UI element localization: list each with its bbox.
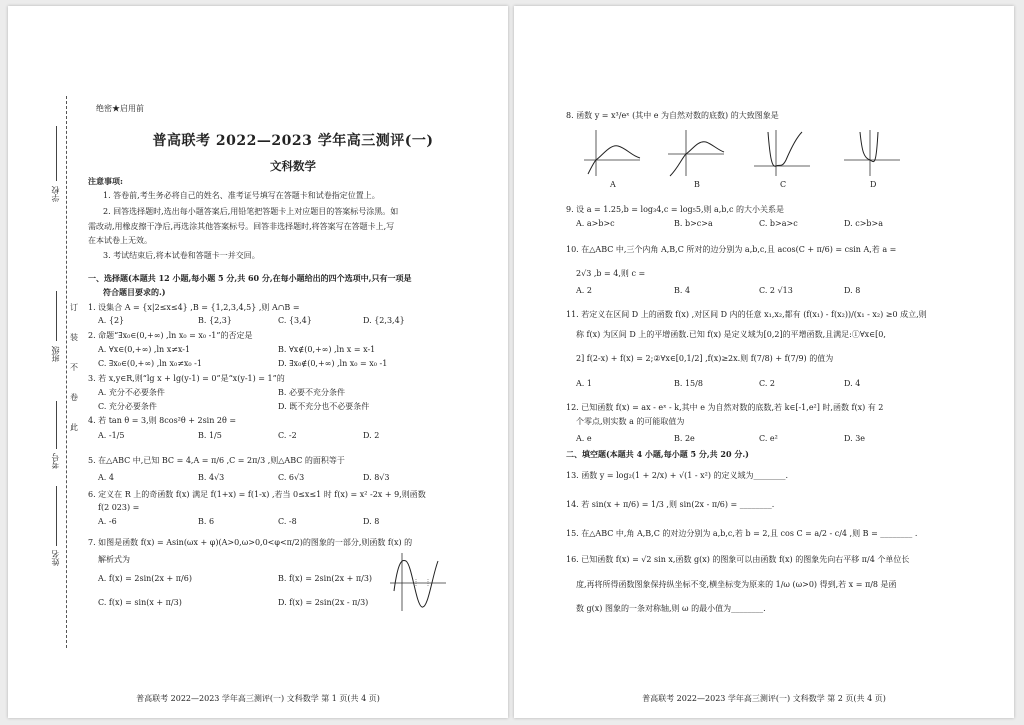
exam-page-2 bbox=[514, 6, 1014, 718]
question-8: 8. 函数 y = x³/eˣ (其中 e 为自然对数的底数) 的大致图象是 bbox=[566, 111, 779, 120]
q8-label-a: A bbox=[610, 180, 616, 189]
question-11-cont: 称 f(x) 为区间 D 上的平增函数.已知 f(x) 是定义域为[0,2]的平增函数,且满足:①∀x∈[0, bbox=[576, 330, 886, 339]
note-line: 在本试卷上无效。 bbox=[88, 236, 152, 245]
q9-option-c: C. b>a>c bbox=[759, 219, 798, 228]
q3-option-d: D. 既不充分也不必要条件 bbox=[278, 402, 370, 411]
notes-heading: 注意事项: bbox=[88, 176, 123, 186]
section-1-heading-cont: 符合题目要求的.) bbox=[103, 287, 166, 297]
q3-option-a: A. 充分不必要条件 bbox=[98, 388, 165, 397]
q1-option-a: A. {2} bbox=[98, 316, 125, 325]
q7-option-c: C. f(x) = sin(x + π/3) bbox=[98, 598, 182, 607]
q7-option-a: A. f(x) = 2sin(2x + π/6) bbox=[98, 574, 192, 583]
q8-label-b: B bbox=[694, 180, 700, 189]
question-12-cont: 个零点,则实数 a 的可能取值为 bbox=[576, 417, 685, 426]
section-2-heading: 二、填空题(本题共 4 小题,每小题 5 分,共 20 分.) bbox=[566, 449, 749, 459]
school-blank bbox=[56, 126, 57, 181]
question-16-cont: 度,再将所得函数图象保持纵坐标不变,横坐标变为原来的 1/ω (ω>0) 得到,若 x = π/8 是函 bbox=[576, 580, 897, 589]
q6-option-a: A. -6 bbox=[98, 517, 117, 526]
q3-option-b: B. 必要不充分条件 bbox=[278, 388, 345, 397]
q10-option-c: C. 2 √13 bbox=[759, 286, 793, 295]
q2-option-b: B. ∀x∉(0,+∞) ,ln x = x-1 bbox=[278, 345, 376, 354]
q7-sine-graph bbox=[388, 551, 448, 613]
question-13: 13. 函数 y = log₂(1 + 2/x) + √(1 - x²) 的定义域为________. bbox=[566, 471, 789, 480]
q10-option-a: A. 2 bbox=[576, 286, 592, 295]
note-line: 1. 答卷前,考生务必将自己的姓名、准考证号填写在答题卡和试卷指定位置上。 bbox=[103, 191, 380, 200]
q8-graph-c bbox=[752, 128, 812, 178]
q5-option-b: B. 4√3 bbox=[198, 473, 225, 482]
note-line: 需改动,用橡皮擦干净后,再选涂其他答案标号。回答非选择题时,将答案写在答题卡上,写 bbox=[88, 222, 395, 231]
q12-option-a: A. e bbox=[576, 434, 592, 443]
q8-graph-d bbox=[842, 128, 902, 178]
q5-option-d: D. 8√3 bbox=[363, 473, 390, 482]
q5-option-a: A. 4 bbox=[98, 473, 114, 482]
question-15: 15. 在△ABC 中,角 A,B,C 的对边分别为 a,b,c,若 b = 2,且 cos C = a/2 - c/4 ,则 B = ________ . bbox=[566, 529, 918, 538]
class-label: 班级 bbox=[51, 346, 60, 362]
question-10-cont: 2√3 ,b = 4,则 c = bbox=[576, 269, 646, 278]
question-16-cont2: 数 g(x) 图象的一条对称轴,则 ω 的最小值为________. bbox=[576, 604, 766, 613]
question-7-cont: 解析式为 bbox=[98, 555, 130, 564]
q9-option-b: B. b>c>a bbox=[674, 219, 713, 228]
note-line: 2. 回答选择题时,选出每小题答案后,用铅笔把答题卡上对应题目的答案标号涂黑。如 bbox=[103, 207, 399, 216]
name-blank bbox=[56, 486, 57, 546]
q7-option-b: B. f(x) = 2sin(2x + π/3) bbox=[278, 574, 373, 583]
page-1-footer: 普高联考 2022—2023 学年高三测评(一) 文科数学 第 1 页(共 4 页) bbox=[136, 694, 380, 703]
q12-option-d: D. 3e bbox=[844, 434, 866, 443]
q1-option-d: D. {2,3,4} bbox=[363, 316, 405, 325]
q9-option-a: A. a>b>c bbox=[576, 219, 615, 228]
cut-char: 订 bbox=[70, 303, 78, 312]
question-9: 9. 设 a = 1.25,b = log₃4,c = log₅5,则 a,b,c 的大小关系是 bbox=[566, 205, 785, 214]
q10-option-d: D. 8 bbox=[844, 286, 861, 295]
binding-line bbox=[66, 96, 67, 648]
question-3: 3. 若 x,y∈R,则“lg x + lg(y-1) = 0”是“x(y-1) = 1”的 bbox=[88, 374, 285, 383]
q11-option-d: D. 4 bbox=[844, 379, 861, 388]
q6-option-c: C. -8 bbox=[278, 517, 297, 526]
question-6: 6. 定义在 R 上的奇函数 f(x) 满足 f(1+x) = f(1-x) ,若当 0≤x≤1 时 f(x) = x² -2x + 9,则函数 bbox=[88, 490, 426, 499]
confidential-mark: 绝密★启用前 bbox=[96, 104, 144, 113]
cut-char: 卷 bbox=[70, 393, 78, 402]
question-6-cont: f(2 023) = bbox=[98, 503, 140, 512]
question-10: 10. 在△ABC 中,三个内角 A,B,C 所对的边分别为 a,b,c,且 acos(C + π/6) = csin A,若 a = bbox=[566, 245, 897, 254]
q4-option-b: B. 1/5 bbox=[198, 431, 222, 440]
q10-option-b: B. 4 bbox=[674, 286, 691, 295]
name-label: 姓名 bbox=[51, 550, 60, 566]
class-blank bbox=[56, 291, 57, 341]
q8-graph-b bbox=[666, 128, 726, 178]
q12-option-b: B. 2e bbox=[674, 434, 695, 443]
q4-option-d: D. 2 bbox=[363, 431, 380, 440]
q11-option-c: C. 2 bbox=[759, 379, 776, 388]
question-16: 16. 已知函数 f(x) = √2 sin x,函数 g(x) 的图象可以由函数 f(x) 的图象先向右平移 π/4 个单位长 bbox=[566, 555, 910, 564]
exam-number-label: 考号 bbox=[51, 453, 60, 469]
exam-subject: 文科数学 bbox=[270, 159, 316, 173]
q1-option-c: C. {3,4} bbox=[278, 316, 312, 325]
section-1-heading: 一、选择题(本题共 12 小题,每小题 5 分,共 60 分,在每小题给出的四个选项中,只有一项是 bbox=[88, 273, 412, 283]
question-14: 14. 若 sin(x + π/6) = 1/3 ,则 sin(2x - π/6) = ________. bbox=[566, 500, 775, 509]
question-1: 1. 设集合 A = {x|2≤x≤4} ,B = {1,2,3,4,5} ,则 A∩B = bbox=[88, 303, 300, 312]
q8-label-c: C bbox=[780, 180, 787, 189]
q7-option-d: D. f(x) = 2sin(2x - π/3) bbox=[278, 598, 369, 607]
cut-char: 装 bbox=[70, 333, 78, 342]
exam-page-1 bbox=[8, 6, 508, 718]
q1-option-b: B. {2,3} bbox=[198, 316, 232, 325]
q6-option-b: B. 6 bbox=[198, 517, 215, 526]
q11-option-a: A. 1 bbox=[576, 379, 592, 388]
q4-option-a: A. -1/5 bbox=[98, 431, 125, 440]
page-2-footer: 普高联考 2022—2023 学年高三测评(一) 文科数学 第 2 页(共 4 页) bbox=[642, 694, 886, 703]
q3-option-c: C. 充分必要条件 bbox=[98, 402, 157, 411]
q11-option-b: B. 15/8 bbox=[674, 379, 703, 388]
q2-option-c: C. ∃x₀∈(0,+∞) ,ln x₀≠x₀ -1 bbox=[98, 359, 202, 368]
cut-char: 不 bbox=[70, 363, 78, 372]
question-12: 12. 已知函数 f(x) = ax - eˣ - k,其中 e 为自然对数的底数,若 k∈[-1,e²] 时,函数 f(x) 有 2 bbox=[566, 403, 884, 412]
q8-graph-a bbox=[582, 128, 642, 178]
q4-option-c: C. -2 bbox=[278, 431, 297, 440]
q6-option-d: D. 8 bbox=[363, 517, 380, 526]
question-2: 2. 命题“∃x₀∈(0,+∞) ,ln x₀ = x₀ -1”的否定是 bbox=[88, 331, 253, 340]
q12-option-c: C. e² bbox=[759, 434, 778, 443]
exam-title: 普高联考 2022—2023 学年高三测评(一) bbox=[152, 133, 434, 149]
question-11: 11. 若定义在区间 D 上的函数 f(x) ,对区间 D 内的任意 x₁,x₂,都有 (f(x₁) - f(x₂))/(x₁ - x₂) ≥0 成立,则 bbox=[566, 310, 927, 319]
q5-option-c: C. 6√3 bbox=[278, 473, 305, 482]
question-7: 7. 如图是函数 f(x) = Asin(ωx + φ)(A>0,ω>0,0<φ<π/2)的图象的一部分,则函数 f(x) 的 bbox=[88, 538, 413, 547]
q8-label-d: D bbox=[870, 180, 877, 189]
q2-option-a: A. ∀x∈(0,+∞) ,ln x≠x-1 bbox=[98, 345, 191, 354]
question-5: 5. 在△ABC 中,已知 BC = 4,A = π/6 ,C = 2π/3 ,则△ABC 的面积等于 bbox=[88, 456, 345, 465]
school-label: 学校 bbox=[51, 186, 60, 202]
question-4: 4. 若 tan θ = 3,则 8cos²θ + 2sin 2θ = bbox=[88, 416, 237, 425]
exam-number-blank bbox=[56, 401, 57, 449]
q2-option-d: D. ∃x₀∉(0,+∞) ,ln x₀ = x₀ -1 bbox=[278, 359, 388, 368]
question-11-cont2: 2] f(2-x) + f(x) = 2;②∀x∈[0,1/2] ,f(x)≥2x.则 f(7/8) + f(7/9) 的值为 bbox=[576, 354, 834, 363]
note-line: 3. 考试结束后,将本试卷和答题卡一并交回。 bbox=[103, 251, 260, 260]
cut-char: 此 bbox=[70, 423, 78, 432]
q9-option-d: D. c>b>a bbox=[844, 219, 883, 228]
